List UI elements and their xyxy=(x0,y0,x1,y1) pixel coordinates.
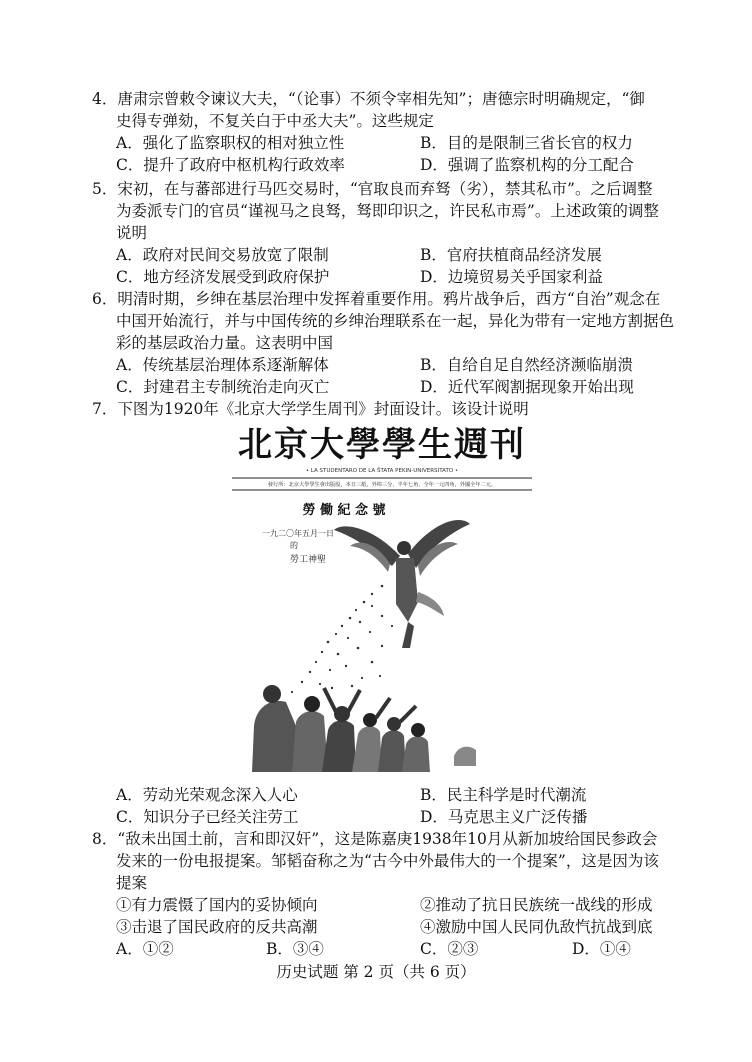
q7-option-d[interactable]: D．马克思主义广泛传播 xyxy=(420,808,588,826)
q8-item-1: ①有力震慑了国内的妥协倾向 xyxy=(116,896,318,914)
handwriting-labor: 勞工神聖 xyxy=(290,555,327,565)
q4-option-d[interactable]: D．强调了监察机构的分工配合 xyxy=(420,156,634,174)
q7-option-c[interactable]: C．知识分子已经关注劳工 xyxy=(116,808,299,826)
q4-line-2: 史得专弹劾，不复关白于中丞大夫”。这些规定 xyxy=(116,112,434,130)
handwriting-date: 一九二〇年五月一日 xyxy=(262,529,334,538)
q7-line-1: 7．下图为1920年《北京大学学生周刊》封面设计。该设计说明 xyxy=(92,400,529,418)
q5-line-3: 说明 xyxy=(116,224,148,242)
masthead-title: 北京大學學生週刊 xyxy=(238,426,526,465)
q8-line-1: 8．“敌未出国土前，言和即汉奸”，这是陈嘉庚1938年10月从新加坡给国民参政会 xyxy=(92,830,658,848)
q5-option-a[interactable]: A．政府对民间交易放宽了限制 xyxy=(116,246,329,264)
page-footer: 历史试题 第 2 页（共 6 页） xyxy=(276,963,476,981)
q5-line-2: 为委派专门的官员“谨视马之良驽，驽即印识之，许民私市焉”。上述政策的调整 xyxy=(116,202,659,220)
q6-line-2: 中国开始流行，并与中国传统的乡绅治理联系在一起，异化为带有一定地方割据色 xyxy=(116,312,675,330)
q7-option-a[interactable]: A．劳动光荣观念深入人心 xyxy=(116,786,298,804)
q8-line-2: 发来的一份电报提案。邹韬奋称之为“古今中外最伟大的一个提案”，这是因为该 xyxy=(116,852,659,870)
q4-option-c[interactable]: C．提升了政府中枢机构行政效率 xyxy=(116,156,345,174)
q6-line-1: 6．明清时期，乡绅在基层治理中发挥着重要作用。鸦片战争后，西方“自治”观念在 xyxy=(92,290,661,308)
q5-option-b[interactable]: B．官府扶植商品经济发展 xyxy=(420,246,602,264)
issue-title: 勞 働 紀 念 號 xyxy=(302,503,386,518)
q8-item-4: ④激励中国人民同仇敌忾抗战到底 xyxy=(420,918,653,936)
q4-option-a[interactable]: A．强化了监察职权的相对独立性 xyxy=(116,134,345,152)
masthead-subtitle: • LA STUDENTARO DE LA ŜTATA PEKIN-UNIVERSITATO • xyxy=(305,468,459,474)
angel-figure xyxy=(334,520,470,648)
q8-option-a[interactable]: A．①② xyxy=(116,940,174,958)
q8-line-3: 提案 xyxy=(116,874,148,892)
sprinkle-particles xyxy=(291,585,393,693)
q7-option-b[interactable]: B．民主科学是时代潮流 xyxy=(420,786,587,804)
magazine-cover-illustration xyxy=(232,426,532,772)
handwriting-of: 的 xyxy=(290,541,298,550)
q6-option-c[interactable]: C．封建君主专制统治走向灭亡 xyxy=(116,378,330,396)
q6-option-a[interactable]: A．传统基层治理体系逐渐解体 xyxy=(116,356,329,374)
q8-item-3: ③击退了国民政府的反共高潮 xyxy=(116,918,318,936)
q8-item-2: ②推动了抗日民族统一战线的形成 xyxy=(420,896,653,914)
q8-option-b[interactable]: B．③④ xyxy=(266,940,324,958)
q5-option-c[interactable]: C．地方经济发展受到政府保护 xyxy=(116,268,330,286)
q6-option-d[interactable]: D．近代军阀割据现象开始出现 xyxy=(420,378,634,396)
q4-line-1: 4．唐肃宗曾敕令谏议大夫，“（论事）不须令宰相先知”；唐德宗时明确规定，“御 xyxy=(92,90,645,108)
magazine-cover-figure xyxy=(232,426,532,772)
q5-option-d[interactable]: D．边境贸易关乎国家利益 xyxy=(420,268,603,286)
q8-option-c[interactable]: C．②③ xyxy=(420,940,479,958)
q6-line-3: 彩的基层政治力量。这表明中国 xyxy=(116,334,334,352)
q6-option-b[interactable]: B．自给自足自然经济濒临崩溃 xyxy=(420,356,633,374)
q8-option-d[interactable]: D．①④ xyxy=(572,940,631,958)
q5-line-1: 5．宋初，在与蕃部进行马匹交易时，“官取良而弃驽（劣），禁其私市”。之后调整 xyxy=(92,180,653,198)
masthead-info: 發行所：北京大學學生會出版股，本日三紙，外埠三分，半年七角，全年一元四角，外國全年二元。 xyxy=(267,482,497,488)
q4-option-b[interactable]: B．目的是限制三省长官的权力 xyxy=(420,134,633,152)
crowd-of-workers xyxy=(252,685,476,772)
